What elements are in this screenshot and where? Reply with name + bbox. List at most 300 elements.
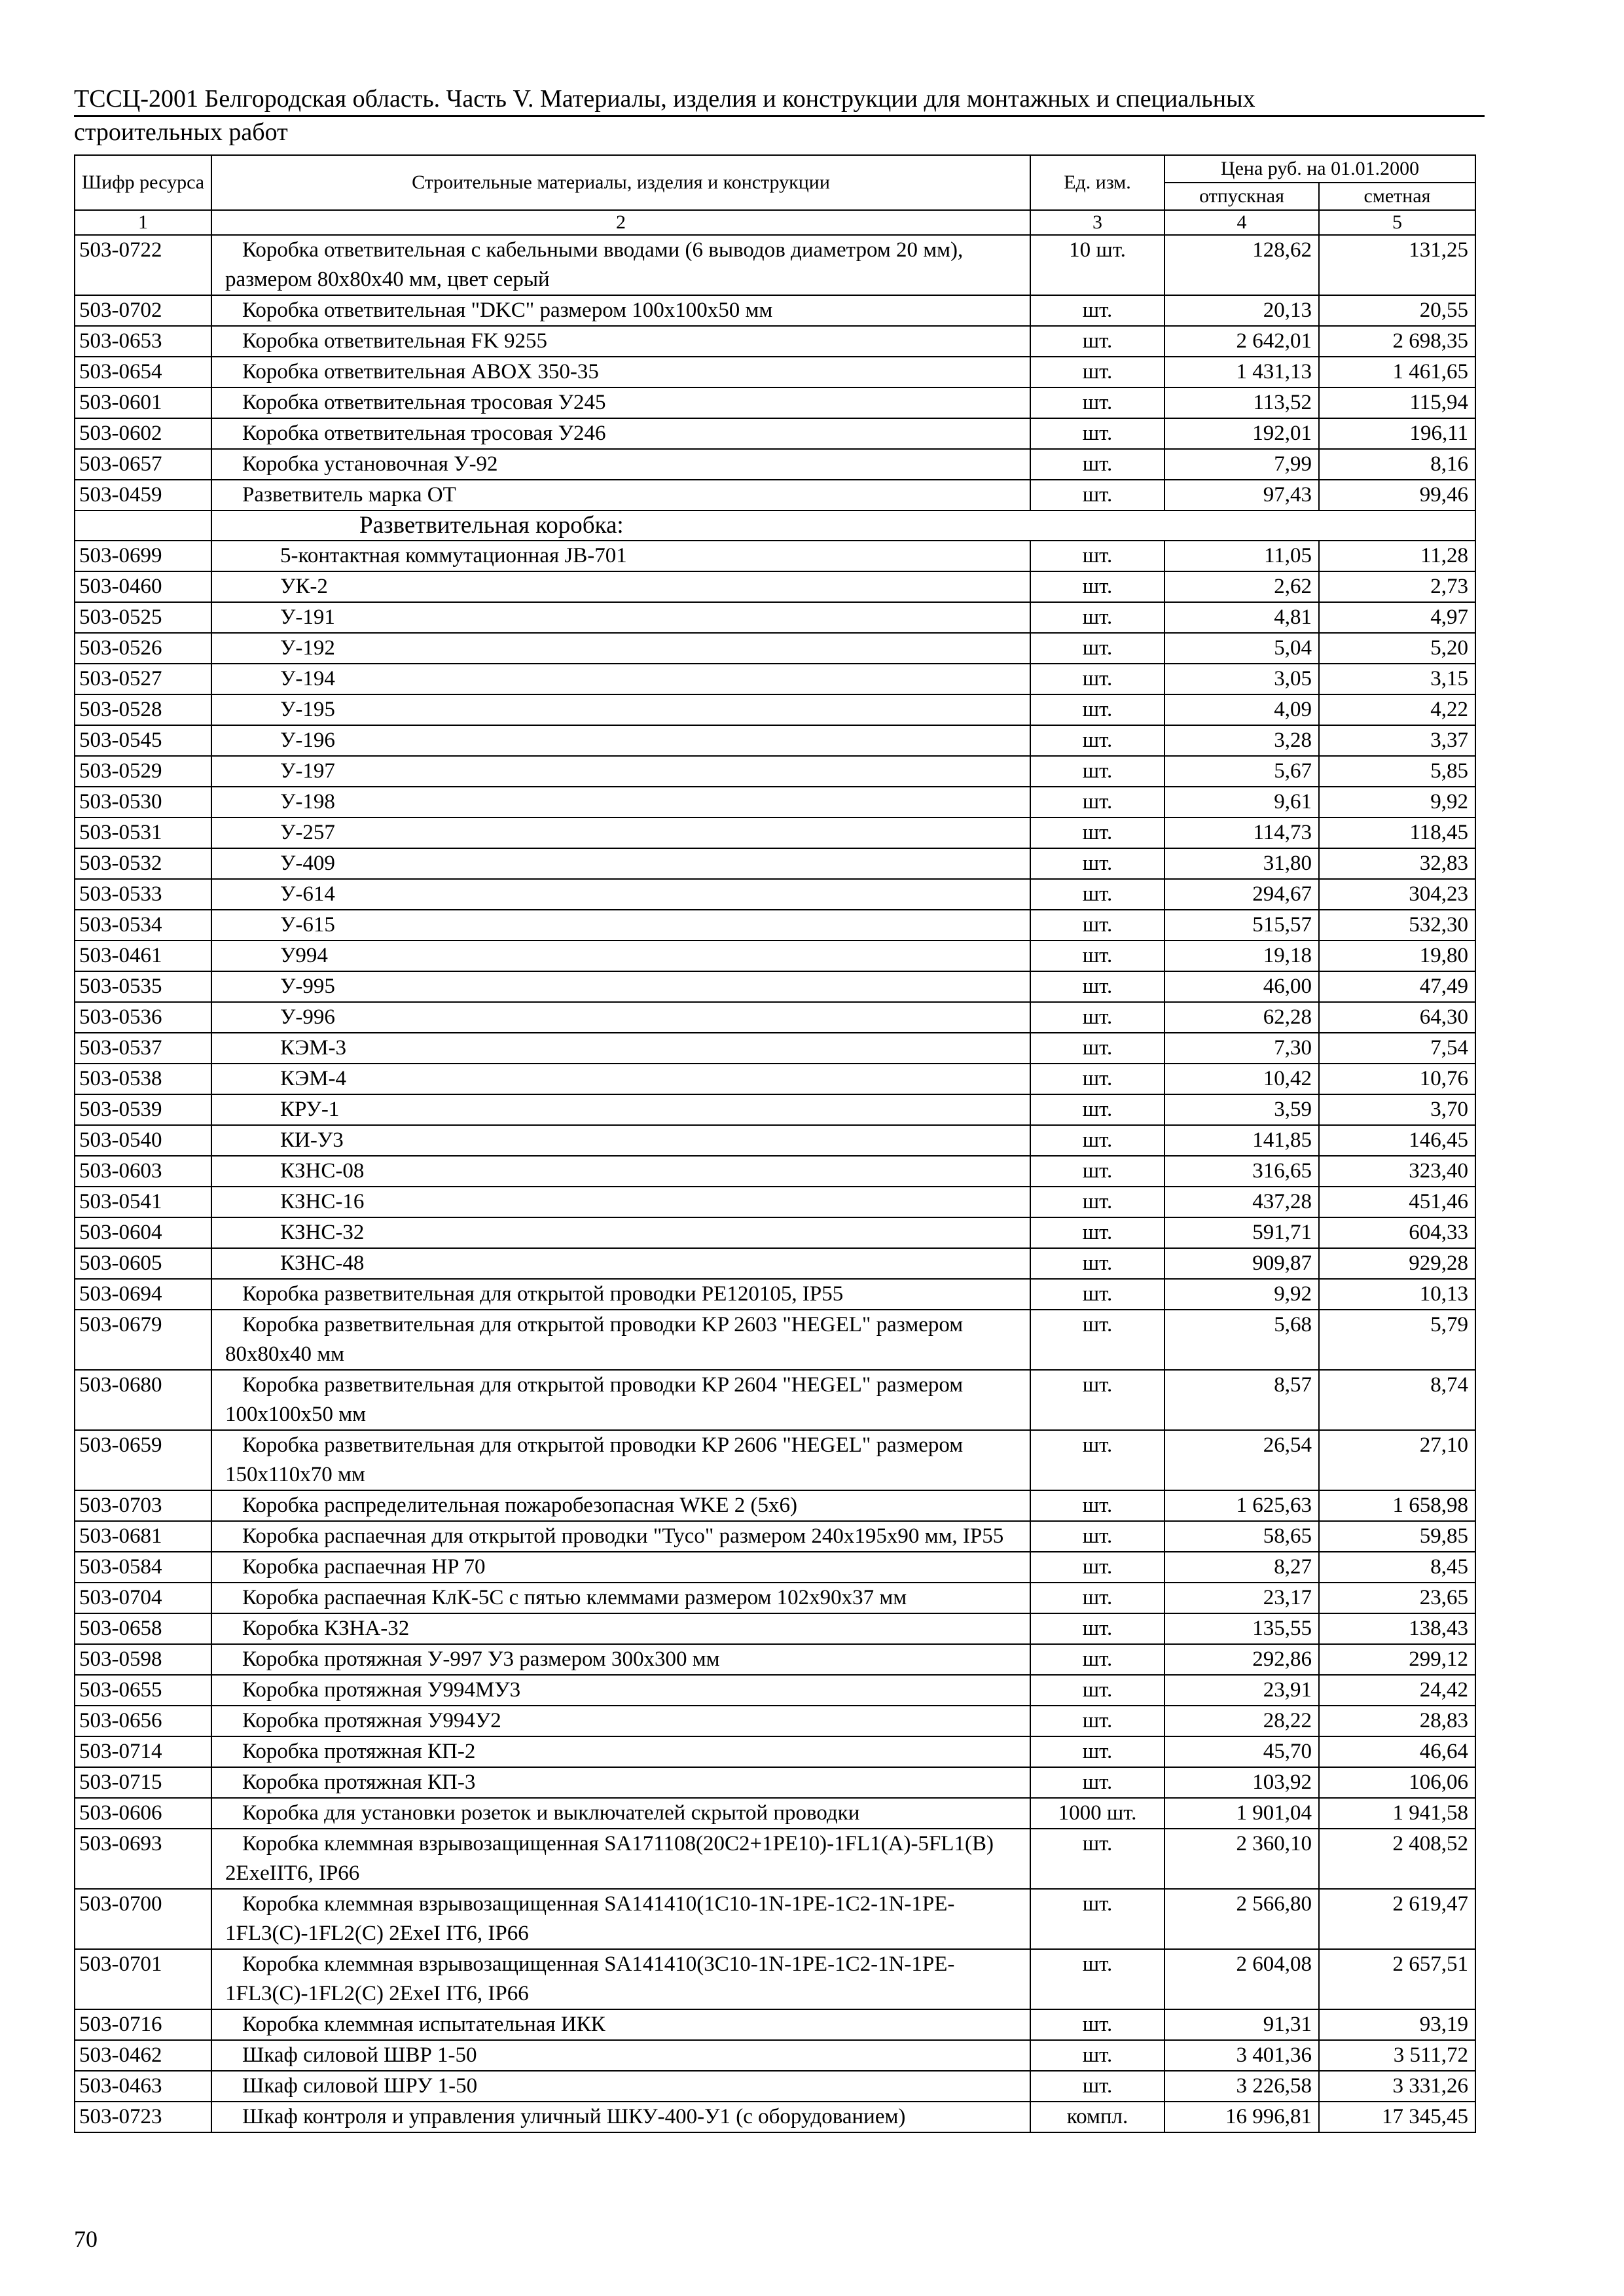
unit-of-measure: шт.: [1030, 1370, 1164, 1430]
resource-code: 503-0722: [75, 235, 211, 295]
resource-code: 503-0654: [75, 357, 211, 387]
estimate-price: 10,76: [1319, 1064, 1475, 1094]
resource-code: 503-0702: [75, 295, 211, 326]
unit-of-measure: шт.: [1030, 633, 1164, 664]
release-price: 23,17: [1164, 1583, 1319, 1613]
estimate-price: 106,06: [1319, 1767, 1475, 1798]
release-price: 9,61: [1164, 787, 1319, 817]
material-name: Коробка для установки розеток и выключателей скрытой проводки: [211, 1798, 1030, 1829]
table-row: [75, 1644, 1475, 1675]
resource-code: 503-0537: [75, 1033, 211, 1064]
estimate-price: 4,97: [1319, 602, 1475, 633]
release-price: 8,27: [1164, 1552, 1319, 1583]
unit-of-measure: шт.: [1030, 1002, 1164, 1033]
resource-code: 503-0653: [75, 326, 211, 357]
unit-of-measure: шт.: [1030, 387, 1164, 418]
table-row: [75, 541, 1475, 571]
table-row: [75, 1033, 1475, 1064]
table-row: [75, 1736, 1475, 1767]
header-unit: Ед. изм.: [1030, 155, 1164, 210]
material-name: Коробка ответвительная ABOX 350-35: [211, 357, 1030, 387]
page-header: [74, 84, 1485, 147]
material-name: Коробка ответвительная с кабельными вводами (6 выводов диаметром 20 мм), размером 80х80х40 мм, цвет серый: [211, 235, 1030, 295]
estimate-price: 3,15: [1319, 664, 1475, 694]
table-row: [75, 1767, 1475, 1798]
unit-of-measure: шт.: [1030, 1033, 1164, 1064]
material-name: Коробка протяжная КП-2: [211, 1736, 1030, 1767]
table-row: [75, 633, 1475, 664]
resource-code: 503-0526: [75, 633, 211, 664]
table-row: [75, 1521, 1475, 1552]
estimate-price: 3 511,72: [1319, 2040, 1475, 2071]
release-price: 1 625,63: [1164, 1490, 1319, 1521]
release-price: 909,87: [1164, 1248, 1319, 1279]
estimate-price: 3 331,26: [1319, 2071, 1475, 2102]
table-row: [75, 2102, 1475, 2132]
table-row: [75, 756, 1475, 787]
release-price: 128,62: [1164, 235, 1319, 295]
unit-of-measure: шт.: [1030, 602, 1164, 633]
unit-of-measure: шт.: [1030, 1736, 1164, 1767]
estimate-price: 10,13: [1319, 1279, 1475, 1310]
table-row: [75, 480, 1475, 511]
unit-of-measure: шт.: [1030, 941, 1164, 971]
unit-of-measure: шт.: [1030, 910, 1164, 941]
table-row: [75, 602, 1475, 633]
resource-code: 503-0532: [75, 848, 211, 879]
release-price: 3,28: [1164, 725, 1319, 756]
resource-code: 503-0463: [75, 2071, 211, 2102]
estimate-price: 3,70: [1319, 1094, 1475, 1125]
material-name: У-191: [211, 602, 1030, 633]
unit-of-measure: шт.: [1030, 1310, 1164, 1370]
resource-code: 503-0658: [75, 1613, 211, 1644]
resource-code: 503-0657: [75, 449, 211, 480]
material-name: Коробка разветвительная для открытой проводки KP 2606 "HEGEL" размером 150х110х70 мм: [211, 1430, 1030, 1490]
estimate-price: 32,83: [1319, 848, 1475, 879]
estimate-price: 93,19: [1319, 2009, 1475, 2040]
resource-code: 503-0598: [75, 1644, 211, 1675]
table-body-group: [75, 541, 1475, 1279]
release-price: 4,81: [1164, 602, 1319, 633]
estimate-price: 604,33: [1319, 1217, 1475, 1248]
estimate-price: 196,11: [1319, 418, 1475, 449]
estimate-price: 2 408,52: [1319, 1829, 1475, 1889]
table-row: [75, 1187, 1475, 1217]
table-row: [75, 295, 1475, 326]
table-row: [75, 1490, 1475, 1521]
release-price: 5,04: [1164, 633, 1319, 664]
material-name: Коробка разветвительная для открытой проводки PE120105, IP55: [211, 1279, 1030, 1310]
estimate-price: 146,45: [1319, 1125, 1475, 1156]
release-price: 7,99: [1164, 449, 1319, 480]
release-price: 2 566,80: [1164, 1889, 1319, 1949]
resource-code: 503-0656: [75, 1706, 211, 1736]
release-price: 192,01: [1164, 418, 1319, 449]
unit-of-measure: шт.: [1030, 480, 1164, 511]
estimate-price: 115,94: [1319, 387, 1475, 418]
unit-of-measure: шт.: [1030, 418, 1164, 449]
resource-code: 503-0605: [75, 1248, 211, 1279]
table-row: [75, 879, 1475, 910]
release-price: 31,80: [1164, 848, 1319, 879]
table-row: [75, 357, 1475, 387]
table-row: [75, 971, 1475, 1002]
resource-code: 503-0703: [75, 1490, 211, 1521]
material-name: КЭМ-4: [211, 1064, 1030, 1094]
estimate-price: 64,30: [1319, 1002, 1475, 1033]
group-title: Разветвительная коробка:: [211, 511, 1164, 541]
estimate-price: 1 941,58: [1319, 1798, 1475, 1829]
material-name: Коробка КЗНА-32: [211, 1613, 1030, 1644]
estimate-price: 532,30: [1319, 910, 1475, 941]
unit-of-measure: шт.: [1030, 1490, 1164, 1521]
material-name: КЗНС-32: [211, 1217, 1030, 1248]
header-name: Строительные материалы, изделия и конструкции: [211, 155, 1030, 210]
material-name: У-194: [211, 664, 1030, 694]
material-name: КЗНС-16: [211, 1187, 1030, 1217]
release-price: 45,70: [1164, 1736, 1319, 1767]
release-price: 515,57: [1164, 910, 1319, 941]
table-row: [75, 235, 1475, 295]
estimate-price: 9,92: [1319, 787, 1475, 817]
header-release-price: отпускная: [1164, 183, 1319, 210]
price-table-wrapper: [74, 154, 1476, 2133]
resource-code: 503-0604: [75, 1217, 211, 1248]
unit-of-measure: шт.: [1030, 541, 1164, 571]
table-row: [75, 1279, 1475, 1310]
resource-code: 503-0545: [75, 725, 211, 756]
material-name: Коробка распаечная HP 70: [211, 1552, 1030, 1583]
release-price: 591,71: [1164, 1217, 1319, 1248]
release-price: 26,54: [1164, 1430, 1319, 1490]
resource-code: 503-0694: [75, 1279, 211, 1310]
unit-of-measure: шт.: [1030, 1644, 1164, 1675]
estimate-price: 4,22: [1319, 694, 1475, 725]
release-price: 316,65: [1164, 1156, 1319, 1187]
material-name: У-615: [211, 910, 1030, 941]
resource-code: 503-0601: [75, 387, 211, 418]
unit-of-measure: шт.: [1030, 1889, 1164, 1949]
material-name: Коробка ответвительная FK 9255: [211, 326, 1030, 357]
unit-of-measure: шт.: [1030, 295, 1164, 326]
column-number: 3: [1030, 210, 1164, 235]
estimate-price: 24,42: [1319, 1675, 1475, 1706]
resource-code: 503-0540: [75, 1125, 211, 1156]
resource-code: 503-0681: [75, 1521, 211, 1552]
release-price: 10,42: [1164, 1064, 1319, 1094]
table-row: [75, 1094, 1475, 1125]
table-row: [75, 848, 1475, 879]
estimate-price: 304,23: [1319, 879, 1475, 910]
estimate-price: 138,43: [1319, 1613, 1475, 1644]
material-name: Коробка протяжная КП-3: [211, 1767, 1030, 1798]
estimate-price: 28,83: [1319, 1706, 1475, 1736]
resource-code: 503-0461: [75, 941, 211, 971]
table-row: [75, 571, 1475, 602]
estimate-price: 323,40: [1319, 1156, 1475, 1187]
unit-of-measure: шт.: [1030, 1094, 1164, 1125]
resource-code: 503-0536: [75, 1002, 211, 1033]
table-row: [75, 1370, 1475, 1430]
table-row: [75, 1829, 1475, 1889]
release-price: 1 431,13: [1164, 357, 1319, 387]
release-price: 114,73: [1164, 817, 1319, 848]
resource-code: 503-0655: [75, 1675, 211, 1706]
resource-code: 503-0659: [75, 1430, 211, 1490]
estimate-price: 7,54: [1319, 1033, 1475, 1064]
unit-of-measure: 1000 шт.: [1030, 1798, 1164, 1829]
release-price: 5,68: [1164, 1310, 1319, 1370]
estimate-price: 47,49: [1319, 971, 1475, 1002]
table-row: [75, 910, 1475, 941]
table-row: [75, 1706, 1475, 1736]
material-name: Коробка клеммная взрывозащищенная SA141410(1C10-1N-1PE-1C2-1N-1PE-1FL3(C)-1FL2(C) 2ExeI IT6, IP66: [211, 1889, 1030, 1949]
material-name: Коробка протяжная У994МУ3: [211, 1675, 1030, 1706]
unit-of-measure: шт.: [1030, 1156, 1164, 1187]
header-price: Цена руб. на 01.01.2000: [1164, 155, 1475, 183]
release-price: 11,05: [1164, 541, 1319, 571]
release-price: 135,55: [1164, 1613, 1319, 1644]
header-estimate-price: сметная: [1319, 183, 1475, 210]
resource-code: 503-0700: [75, 1889, 211, 1949]
unit-of-measure: шт.: [1030, 571, 1164, 602]
release-price: 20,13: [1164, 295, 1319, 326]
release-price: 23,91: [1164, 1675, 1319, 1706]
material-name: Коробка клеммная испытательная ИКК: [211, 2009, 1030, 2040]
resource-code: 503-0530: [75, 787, 211, 817]
material-name: Коробка протяжная У-997 У3 размером 300х300 мм: [211, 1644, 1030, 1675]
material-name: Коробка распаечная КлК-5С с пятью клеммами размером 102х90х37 мм: [211, 1583, 1030, 1613]
release-price: 91,31: [1164, 2009, 1319, 2040]
material-name: Коробка распаечная для открытой проводки "Tyco" размером 240х195х90 мм, IP55: [211, 1521, 1030, 1552]
table-row: [75, 1217, 1475, 1248]
table-body-section-1: [75, 235, 1475, 511]
table-row: [75, 787, 1475, 817]
table-row: [75, 725, 1475, 756]
resource-code: 503-0603: [75, 1156, 211, 1187]
estimate-price: 5,85: [1319, 756, 1475, 787]
release-price: 19,18: [1164, 941, 1319, 971]
header-title-line-1: ТССЦ-2001 Белгородская область. Часть V. Материалы, изделия и конструкции для монтажных и специальных: [74, 84, 1485, 117]
material-name: Шкаф силовой ШВР 1-50: [211, 2040, 1030, 2071]
unit-of-measure: шт.: [1030, 449, 1164, 480]
estimate-price: 99,46: [1319, 480, 1475, 511]
unit-of-measure: шт.: [1030, 879, 1164, 910]
table-body-section-2: [75, 1279, 1475, 2132]
price-table: [74, 154, 1476, 2133]
unit-of-measure: шт.: [1030, 1521, 1164, 1552]
table-row: [75, 387, 1475, 418]
table-row: [75, 326, 1475, 357]
table-row: [75, 2071, 1475, 2102]
material-name: Шкаф контроля и управления уличный ШКУ-400-У1 (с оборудованием): [211, 2102, 1030, 2132]
table-row: [75, 1798, 1475, 1829]
release-price: 2 360,10: [1164, 1829, 1319, 1889]
table-row: [75, 694, 1475, 725]
table-row: [75, 2040, 1475, 2071]
release-price: 103,92: [1164, 1767, 1319, 1798]
unit-of-measure: шт.: [1030, 1552, 1164, 1583]
release-price: 3,59: [1164, 1094, 1319, 1125]
material-name: Коробка разветвительная для открытой проводки KP 2604 "HEGEL" размером 100х100х50 мм: [211, 1370, 1030, 1430]
page-number: 70: [74, 2226, 98, 2252]
estimate-price: 8,16: [1319, 449, 1475, 480]
resource-code: 503-0584: [75, 1552, 211, 1583]
unit-of-measure: шт.: [1030, 1430, 1164, 1490]
unit-of-measure: шт.: [1030, 694, 1164, 725]
estimate-price: 19,80: [1319, 941, 1475, 971]
unit-of-measure: шт.: [1030, 1187, 1164, 1217]
unit-of-measure: шт.: [1030, 1949, 1164, 2009]
resource-code: 503-0606: [75, 1798, 211, 1829]
unit-of-measure: шт.: [1030, 817, 1164, 848]
release-price: 1 901,04: [1164, 1798, 1319, 1829]
material-name: 5-контактная коммутационная JB-701: [211, 541, 1030, 571]
release-price: 3 226,58: [1164, 2071, 1319, 2102]
material-name: У-192: [211, 633, 1030, 664]
resource-code: 503-0528: [75, 694, 211, 725]
material-name: Коробка ответвительная тросовая У245: [211, 387, 1030, 418]
material-name: У994: [211, 941, 1030, 971]
release-price: 2 604,08: [1164, 1949, 1319, 2009]
material-name: У-197: [211, 756, 1030, 787]
unit-of-measure: шт.: [1030, 971, 1164, 1002]
table-head: [75, 155, 1475, 235]
material-name: У-409: [211, 848, 1030, 879]
unit-of-measure: шт.: [1030, 326, 1164, 357]
estimate-price: 8,45: [1319, 1552, 1475, 1583]
estimate-price: 451,46: [1319, 1187, 1475, 1217]
group-title-row: [75, 511, 1475, 541]
resource-code: 503-0529: [75, 756, 211, 787]
table-row: [75, 1613, 1475, 1644]
material-name: Коробка ответвительная "DKC" размером 100х100х50 мм: [211, 295, 1030, 326]
group-title-code-cell: [75, 511, 211, 541]
estimate-price: 5,79: [1319, 1310, 1475, 1370]
estimate-price: 3,37: [1319, 725, 1475, 756]
material-name: У-195: [211, 694, 1030, 725]
release-price: 58,65: [1164, 1521, 1319, 1552]
material-name: У-614: [211, 879, 1030, 910]
column-number-row: [75, 210, 1475, 235]
unit-of-measure: шт.: [1030, 1279, 1164, 1310]
resource-code: 503-0525: [75, 602, 211, 633]
material-name: У-996: [211, 1002, 1030, 1033]
column-number: 1: [75, 210, 211, 235]
release-price: 5,67: [1164, 756, 1319, 787]
release-price: 2,62: [1164, 571, 1319, 602]
unit-of-measure: 10 шт.: [1030, 235, 1164, 295]
material-name: Коробка распределительная пожаробезопасная WKE 2 (5х6): [211, 1490, 1030, 1521]
unit-of-measure: шт.: [1030, 1248, 1164, 1279]
unit-of-measure: компл.: [1030, 2102, 1164, 2132]
unit-of-measure: шт.: [1030, 1125, 1164, 1156]
unit-of-measure: шт.: [1030, 756, 1164, 787]
unit-of-measure: шт.: [1030, 1613, 1164, 1644]
resource-code: 503-0534: [75, 910, 211, 941]
material-name: КЗНС-08: [211, 1156, 1030, 1187]
release-price: 437,28: [1164, 1187, 1319, 1217]
table-row: [75, 1675, 1475, 1706]
table-row: [75, 1125, 1475, 1156]
material-name: У-995: [211, 971, 1030, 1002]
table-row: [75, 1248, 1475, 1279]
table-row: [75, 1310, 1475, 1370]
release-price: 292,86: [1164, 1644, 1319, 1675]
release-price: 2 642,01: [1164, 326, 1319, 357]
material-name: У-196: [211, 725, 1030, 756]
resource-code: 503-0527: [75, 664, 211, 694]
release-price: 9,92: [1164, 1279, 1319, 1310]
estimate-price: 59,85: [1319, 1521, 1475, 1552]
release-price: 16 996,81: [1164, 2102, 1319, 2132]
release-price: 113,52: [1164, 387, 1319, 418]
material-name: Коробка ответвительная тросовая У246: [211, 418, 1030, 449]
release-price: 97,43: [1164, 480, 1319, 511]
table-row: [75, 1064, 1475, 1094]
material-name: КРУ-1: [211, 1094, 1030, 1125]
resource-code: 503-0535: [75, 971, 211, 1002]
release-price: 8,57: [1164, 1370, 1319, 1430]
estimate-price: 11,28: [1319, 541, 1475, 571]
estimate-price: 131,25: [1319, 235, 1475, 295]
header-code: Шифр ресурса: [75, 155, 211, 210]
resource-code: 503-0531: [75, 817, 211, 848]
release-price: 62,28: [1164, 1002, 1319, 1033]
resource-code: 503-0715: [75, 1767, 211, 1798]
release-price: 141,85: [1164, 1125, 1319, 1156]
material-name: Шкаф силовой ШРУ 1-50: [211, 2071, 1030, 2102]
material-name: Коробка клеммная взрывозащищенная SA141410(3C10-1N-1PE-1C2-1N-1PE-1FL3(C)-1FL2(C) 2ExeI IT6, IP66: [211, 1949, 1030, 2009]
release-price: 4,09: [1164, 694, 1319, 725]
resource-code: 503-0704: [75, 1583, 211, 1613]
group-title-empty-cell: [1319, 511, 1475, 541]
material-name: КИ-У3: [211, 1125, 1030, 1156]
resource-code: 503-0538: [75, 1064, 211, 1094]
material-name: УК-2: [211, 571, 1030, 602]
release-price: 28,22: [1164, 1706, 1319, 1736]
material-name: Коробка установочная У-92: [211, 449, 1030, 480]
estimate-price: 2 657,51: [1319, 1949, 1475, 2009]
resource-code: 503-0680: [75, 1370, 211, 1430]
estimate-price: 929,28: [1319, 1248, 1475, 1279]
resource-code: 503-0533: [75, 879, 211, 910]
estimate-price: 8,74: [1319, 1370, 1475, 1430]
material-name: КЗНС-48: [211, 1248, 1030, 1279]
table-row: [75, 1583, 1475, 1613]
estimate-price: 2 619,47: [1319, 1889, 1475, 1949]
resource-code: 503-0714: [75, 1736, 211, 1767]
resource-code: 503-0679: [75, 1310, 211, 1370]
estimate-price: 2,73: [1319, 571, 1475, 602]
table-row: [75, 1889, 1475, 1949]
column-number: 2: [211, 210, 1030, 235]
unit-of-measure: шт.: [1030, 2009, 1164, 2040]
table-row: [75, 1156, 1475, 1187]
unit-of-measure: шт.: [1030, 1767, 1164, 1798]
resource-code: 503-0459: [75, 480, 211, 511]
table-row: [75, 941, 1475, 971]
release-price: 294,67: [1164, 879, 1319, 910]
material-name: У-198: [211, 787, 1030, 817]
resource-code: 503-0602: [75, 418, 211, 449]
unit-of-measure: шт.: [1030, 664, 1164, 694]
resource-code: 503-0539: [75, 1094, 211, 1125]
material-name: Разветвитель марка ОТ: [211, 480, 1030, 511]
table-row: [75, 1552, 1475, 1583]
unit-of-measure: шт.: [1030, 1706, 1164, 1736]
